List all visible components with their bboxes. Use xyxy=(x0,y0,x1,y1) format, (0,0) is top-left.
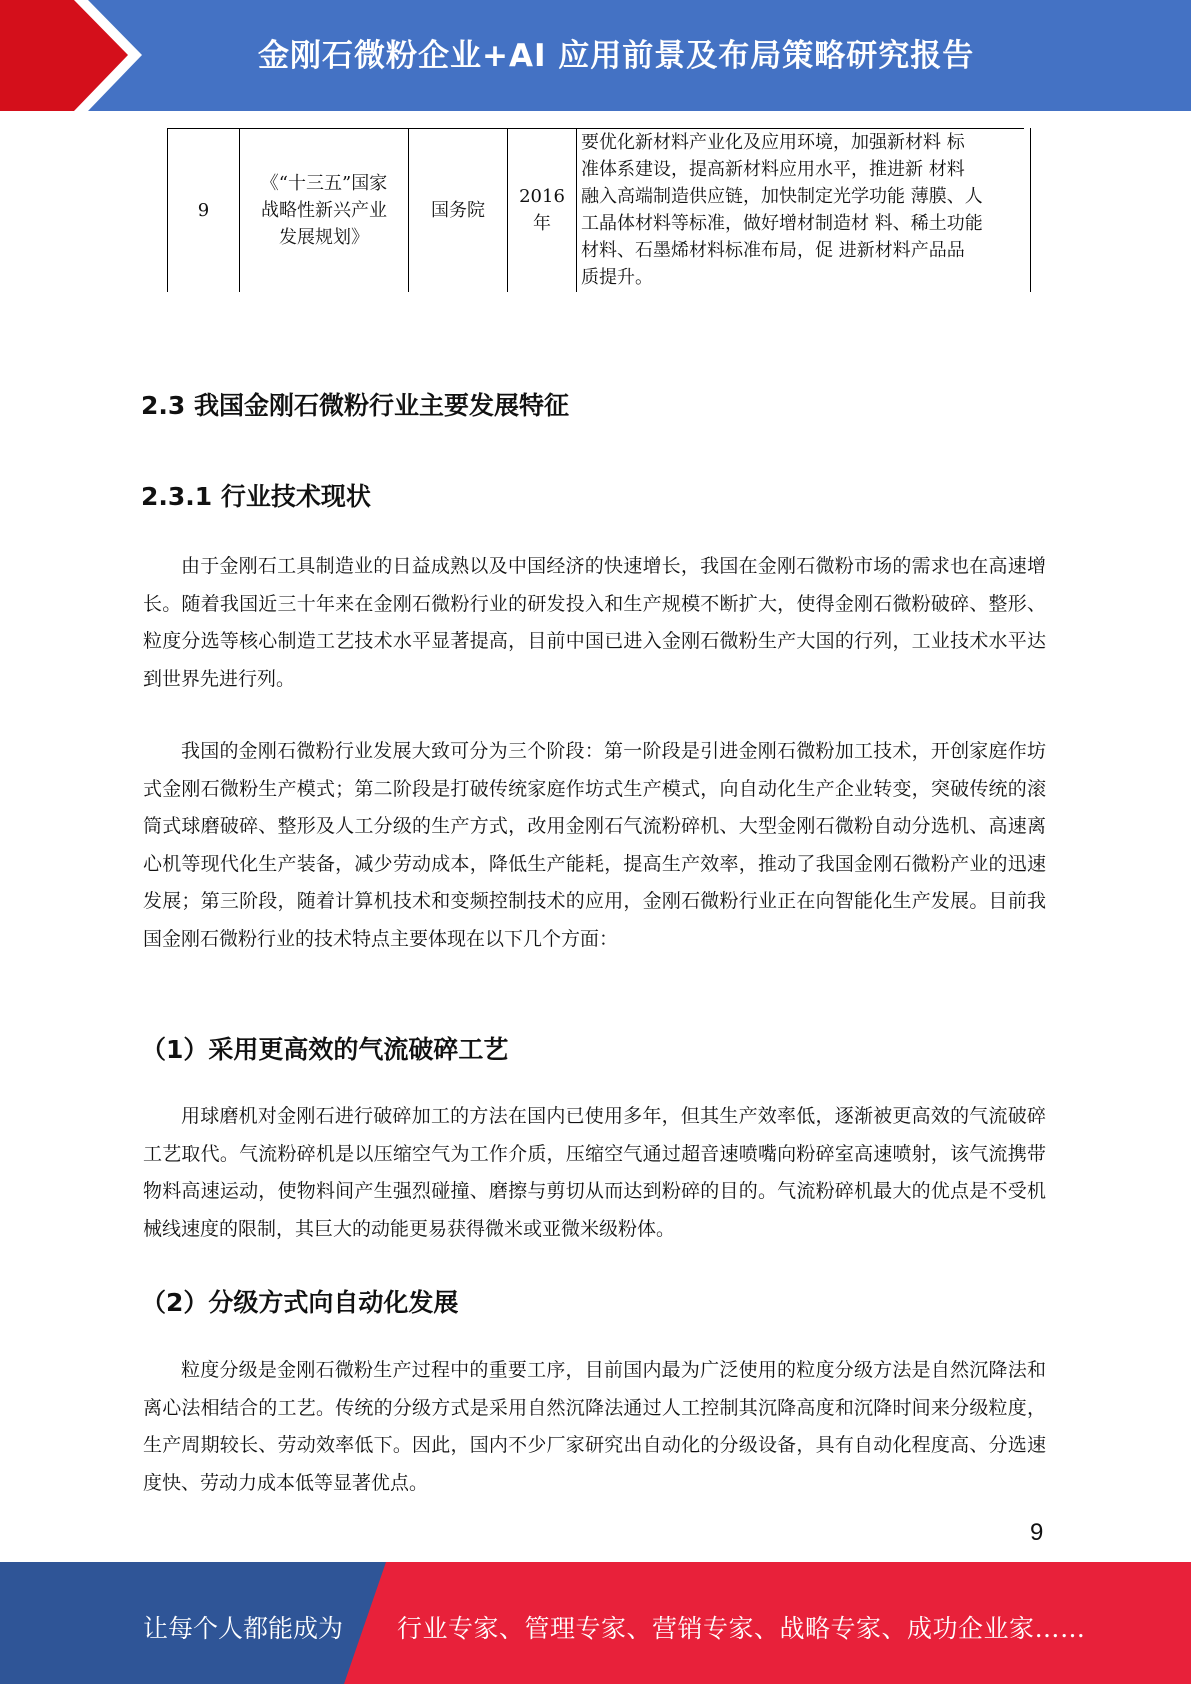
policy-content-line: 质提升。 xyxy=(581,267,653,288)
policy-year-line: 年 xyxy=(533,213,551,234)
row-index: 9 xyxy=(168,128,240,292)
paragraph: 由于金刚石工具制造业的日益成熟以及中国经济的快速增长，我国在金刚石微粉市场的需求也在高速增长。随着我国近三十年来在金刚石微粉行业的研发投入和生产规模不断扩大，使得金刚石微粉破碎、整形、粒度分选等核心制造工艺技术水平显著提高，目前中国已进入金刚石微粉生产大国的行列，工业技术水平达到世界先进行列。 xyxy=(143,555,1046,690)
page-header xyxy=(0,0,1191,111)
point-heading: （1）采用更高效的气流破碎工艺 xyxy=(141,1035,509,1064)
header-red-arrow-decoration xyxy=(0,0,150,111)
policy-name-line: 战略性新兴产业 xyxy=(261,199,387,221)
paragraph: 粒度分级是金刚石微粉生产过程中的重要工序，目前国内最为广泛使用的粒度分级方法是自然沉降法和离心法相结合的工艺。传统的分级方式是采用自然沉降法通过人工控制其沉降高度和沉降时间来分级粒度，生产周期较长、劳动效率低下。因此，国内不少厂家研究出自动化的分级设备，具有自动化程度高、分选速度快、劳动力成本低等显著优点。 xyxy=(143,1359,1046,1494)
section-heading: 2.3 我国金刚石微粉行业主要发展特征 xyxy=(141,391,569,420)
subsection-heading: 2.3.1 行业技术现状 xyxy=(141,482,371,511)
paragraph: 用球磨机对金刚石进行破碎加工的方法在国内已使用多年，但其生产效率低，逐渐被更高效的气流破碎工艺取代。气流粉碎机是以压缩空气为工作介质，压缩空气通过超音速喷嘴向粉碎室高速喷射，该气流携带物料高速运动，使物料间产生强烈碰撞、磨擦与剪切从而达到粉碎的目的。气流粉碎机最大的优点是不受机械线速度的限制，其巨大的动能更易获得微米或亚微米级粉体。 xyxy=(143,1105,1046,1240)
policy-year-line: 2016 xyxy=(519,186,565,207)
policy-year xyxy=(508,128,577,292)
footer-slogan-right: 行业专家、管理专家、营销专家、战略专家、成功企业家…… xyxy=(397,1614,1086,1643)
policy-content-line: 工晶体材料等标准，做好增材制造材 料、稀土功能 xyxy=(581,213,983,234)
policy-table xyxy=(167,128,1031,292)
policy-issuer: 国务院 xyxy=(409,128,508,292)
paragraph: 我国的金刚石微粉行业发展大致可分为三个阶段：第一阶段是引进金刚石微粉加工技术，开创家庭作坊式金刚石微粉生产模式；第二阶段是打破传统家庭作坊式生产模式，向自动化生产企业转变，突破传统的滚筒式球磨破碎、整形及人工分级的生产方式，改用金刚石气流粉碎机、大型金刚石微粉自动分选机、高速离心机等现代化生产装备，减少劳动成本，降低生产能耗，提高生产效率，推动了我国金刚石微粉产业的迅速发展；第三阶段，随着计算机技术和变频控制技术的应用，金刚石微粉行业正在向智能化生产发展。目前我国金刚石微粉行业的技术特点主要体现在以下几个方面： xyxy=(143,740,1046,950)
report-title: 金刚石微粉企业+AI 应用前景及布局策略研究报告 xyxy=(258,38,975,74)
table-row xyxy=(168,128,1031,292)
page-number: 9 xyxy=(1030,1519,1044,1546)
page-footer xyxy=(0,1562,1191,1684)
policy-name-line: 《“十三五”国家 xyxy=(260,172,388,194)
policy-content-line: 融入高端制造供应链，加快制定光学功能 薄膜、人 xyxy=(581,186,983,207)
policy-content xyxy=(577,128,1031,292)
policy-name-line: 发展规划》 xyxy=(279,226,369,248)
point-heading: （2）分级方式向自动化发展 xyxy=(141,1288,459,1317)
policy-content-line: 准体系建设，提高新材料应用水平，推进新 材料 xyxy=(581,159,965,180)
footer-slogan-left: 让每个人都能成为 xyxy=(143,1614,344,1643)
policy-content-line: 材料、石墨烯材料标准布局，促 进新材料产品品 xyxy=(581,240,965,261)
policy-name xyxy=(240,128,409,292)
policy-content-line: 要优化新材料产业化及应用环境，加强新材料 标 xyxy=(581,132,965,153)
